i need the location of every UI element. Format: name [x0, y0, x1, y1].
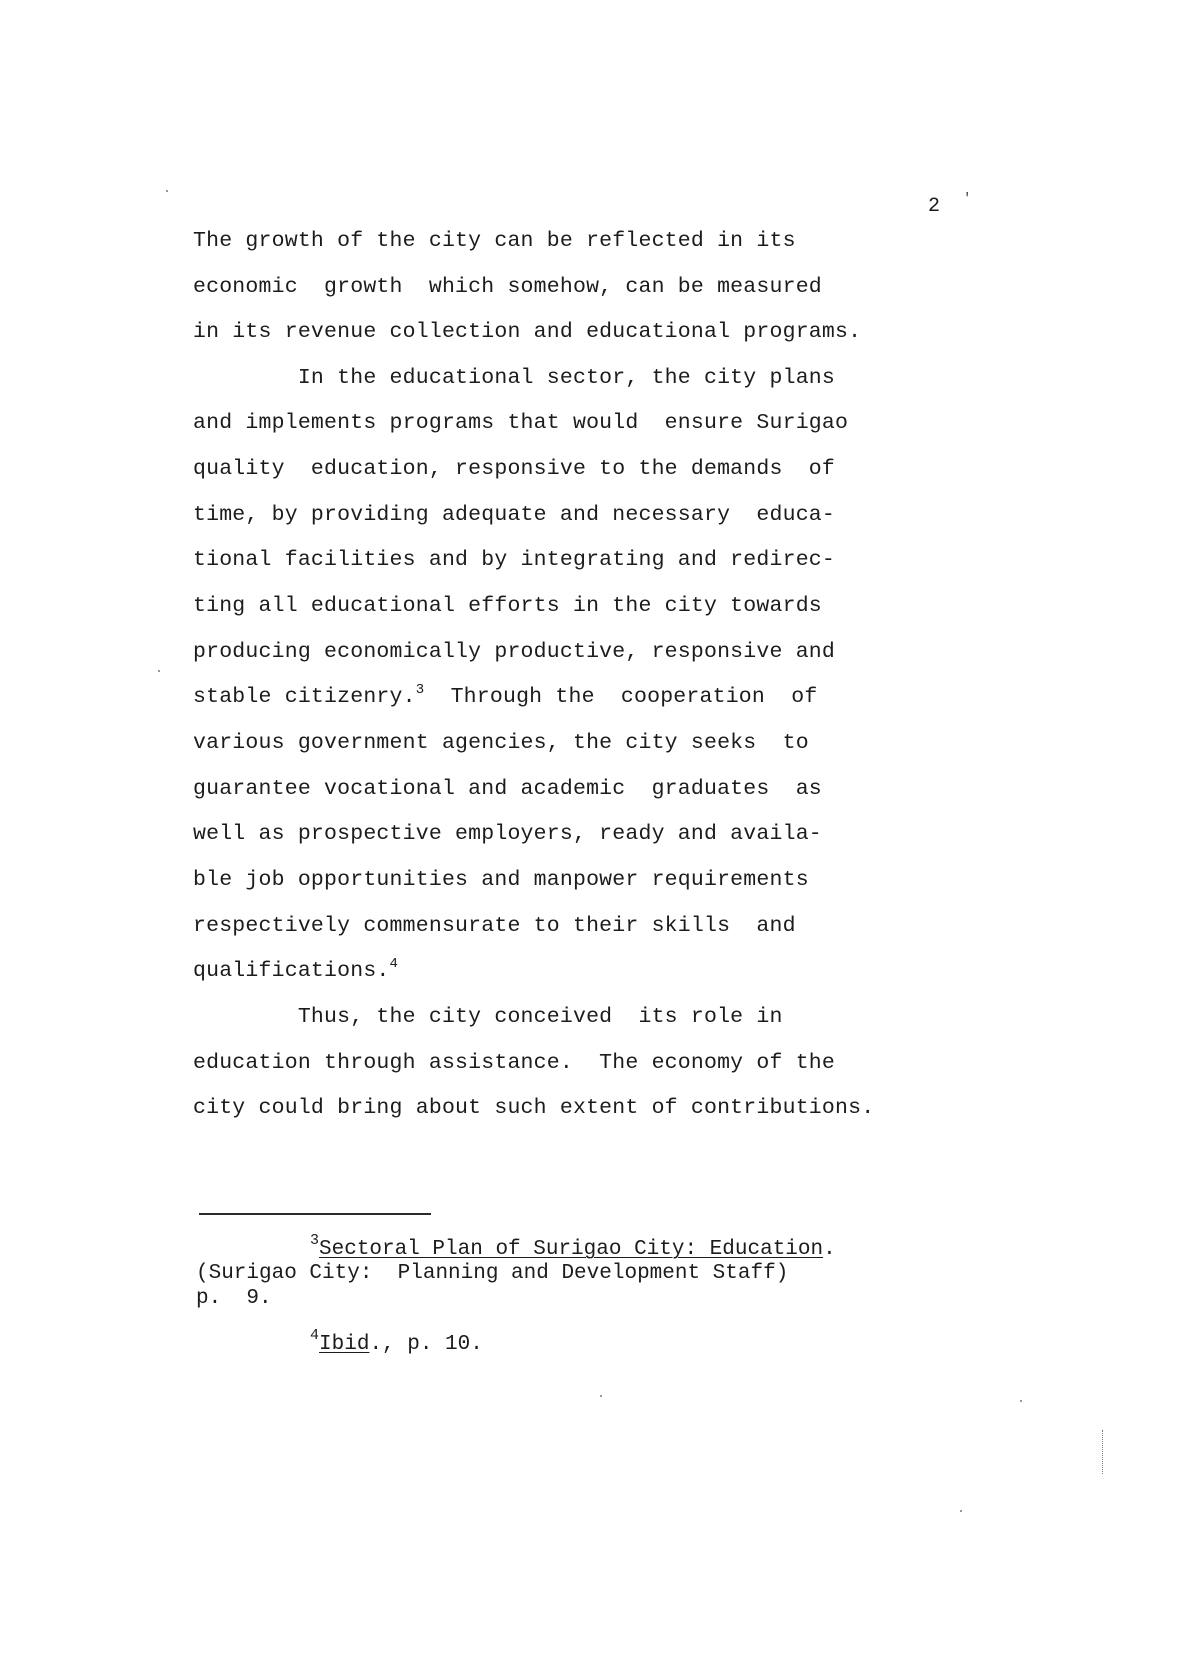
scan-speck — [158, 670, 160, 672]
body-line: well as prospective employers, ready and availa- — [193, 822, 822, 846]
footnote-3-title: Sectoral Plan of Surigao City: Education — [319, 1238, 824, 1261]
footnote-3-title-end: . — [823, 1238, 836, 1261]
scan-speck — [960, 1510, 962, 1512]
body-line: ting all educational efforts in the city towards — [193, 594, 822, 618]
body-line: guarantee vocational and academic graduates as — [193, 777, 822, 801]
body-line: various government agencies, the city seeks to — [193, 731, 809, 755]
body-line: producing economically productive, responsive and — [193, 640, 836, 664]
body-line: time, by providing adequate and necessary educa- — [193, 503, 836, 527]
body-line: The growth of the city can be reflected in its — [193, 229, 796, 253]
body-line: Through the cooperation of — [424, 685, 818, 709]
body-line: respectively commensurate to their skills and — [193, 914, 796, 938]
scan-artifact-line — [1102, 1430, 1104, 1474]
scan-mark: ' — [963, 191, 972, 207]
body-line: In the educational sector, the city plans — [193, 366, 836, 390]
footnote-4 — [310, 1327, 483, 1356]
footnote-ref-4: 4 — [389, 956, 399, 972]
body-line: economic growth which somehow, can be measured — [193, 275, 822, 299]
body-line: education through assistance. The economy of the — [193, 1051, 836, 1075]
body-line: and implements programs that would ensure Surigao — [193, 411, 849, 435]
body-line: ble job opportunities and manpower requirements — [193, 868, 809, 892]
body-line: stable citizenry. — [193, 685, 416, 709]
body-line-with-ref — [193, 956, 399, 983]
footnote-ref-3: 3 — [415, 682, 425, 698]
body-line: qualifications. — [193, 959, 390, 983]
footnote-4-ibid: Ibid — [319, 1333, 370, 1356]
footnote-3-line-2: (Surigao City: Planning and Development Staff) — [196, 1262, 789, 1285]
footnote-4-number: 4 — [310, 1327, 320, 1344]
page-number: 2 — [928, 195, 941, 218]
body-line: city could bring about such extent of contributions. — [193, 1096, 875, 1120]
footnote-4-rest: ., p. 10. — [369, 1333, 483, 1356]
body-line: Thus, the city conceived its role in — [193, 1005, 783, 1029]
body-line: quality education, responsive to the demands of — [193, 457, 836, 481]
footnote-separator — [199, 1213, 431, 1215]
footnote-3-line-3: p. 9. — [196, 1287, 272, 1310]
body-line-with-ref — [193, 682, 818, 709]
scan-speck — [600, 1395, 602, 1397]
footnote-3-line-1 — [310, 1232, 836, 1261]
body-line: tional facilities and by integrating and redirec- — [193, 548, 836, 572]
scan-speck — [166, 190, 168, 192]
footnote-3-number: 3 — [310, 1232, 320, 1249]
scan-speck — [1020, 1400, 1022, 1402]
body-line: in its revenue collection and educational programs. — [193, 320, 862, 344]
